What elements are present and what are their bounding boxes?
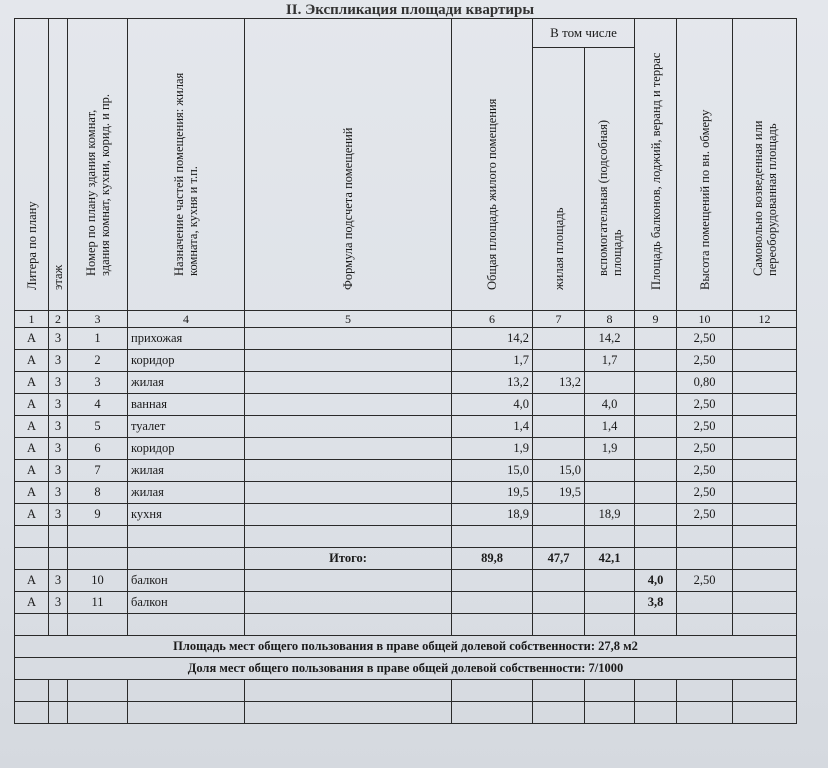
- cell-balcony: [635, 328, 677, 350]
- cell-height: 2,50: [677, 482, 733, 504]
- table-row: [15, 372, 797, 394]
- col-number: 10: [677, 311, 733, 328]
- cell-living: 15,0: [533, 460, 585, 482]
- header-including: В том числе: [533, 19, 635, 48]
- balcony-row: [15, 592, 797, 614]
- cell-floor: 3: [49, 328, 68, 350]
- cell-room-number: 10: [68, 570, 128, 592]
- cell-balcony: [635, 394, 677, 416]
- cell-litera: А: [15, 438, 49, 460]
- cell-total: 1,7: [452, 350, 533, 372]
- cell-formula: [245, 350, 452, 372]
- cell-total: 4,0: [452, 394, 533, 416]
- cell-litera: А: [15, 350, 49, 372]
- cell-height: 2,50: [677, 416, 733, 438]
- cell-floor: 3: [49, 460, 68, 482]
- cell-total: 1,4: [452, 416, 533, 438]
- empty-row: [15, 702, 797, 724]
- share-row: [15, 658, 797, 680]
- cell-purpose: кухня: [128, 504, 245, 526]
- cell-floor: 3: [49, 482, 68, 504]
- cell-total: 18,9: [452, 504, 533, 526]
- table-row: [15, 328, 797, 350]
- cell-living: [533, 328, 585, 350]
- cell-formula: [245, 372, 452, 394]
- table-row: [15, 504, 797, 526]
- header-aux-area: вспомогательная (подсобная) площадь: [585, 48, 635, 311]
- table-row: [15, 482, 797, 504]
- empty-row: [15, 614, 797, 636]
- cell-purpose: балкон: [128, 570, 245, 592]
- cell-room-number: 5: [68, 416, 128, 438]
- header-total-area: Общая площадь жилого помещения: [452, 19, 533, 311]
- cell-aux: 1,9: [585, 438, 635, 460]
- header-illegal-area: Самовольно возведенная или переоборудованная площадь: [733, 19, 797, 311]
- table-row: [15, 416, 797, 438]
- cell-illegal: [733, 328, 797, 350]
- balcony-row: [15, 570, 797, 592]
- cell-illegal: [733, 350, 797, 372]
- cell-living: [533, 438, 585, 460]
- cell-total: 14,2: [452, 328, 533, 350]
- header-balcony-area: Площадь балконов, лоджий, веранд и террас: [635, 19, 677, 311]
- cell-floor: 3: [49, 570, 68, 592]
- cell-illegal: [733, 416, 797, 438]
- cell-illegal: [733, 438, 797, 460]
- cell-aux: 14,2: [585, 328, 635, 350]
- cell-room-number: 7: [68, 460, 128, 482]
- cell-purpose: коридор: [128, 350, 245, 372]
- header-row-top: [15, 19, 797, 48]
- empty-row: [15, 680, 797, 702]
- col-number: 12: [733, 311, 797, 328]
- cell-room-number: 1: [68, 328, 128, 350]
- cell-formula: [245, 460, 452, 482]
- cell-formula: [245, 394, 452, 416]
- header-litera: Литера по плану: [15, 19, 49, 311]
- cell-living: 13,2: [533, 372, 585, 394]
- cell-room-number: 2: [68, 350, 128, 372]
- document-title: II. Экспликация площади квартиры: [285, 2, 535, 18]
- cell-balcony: [635, 482, 677, 504]
- col-number: 1: [15, 311, 49, 328]
- cell-litera: А: [15, 504, 49, 526]
- empty-row: [15, 526, 797, 548]
- cell-litera: А: [15, 592, 49, 614]
- common-area-row: [15, 636, 797, 658]
- cell-height: [677, 592, 733, 614]
- column-number-row: [15, 311, 797, 328]
- cell-room-number: 4: [68, 394, 128, 416]
- cell-formula: [245, 504, 452, 526]
- cell-formula: [245, 416, 452, 438]
- totals-total: 89,8: [452, 548, 533, 570]
- table-row: [15, 394, 797, 416]
- cell-height: 2,50: [677, 504, 733, 526]
- share-text: Доля мест общего пользования в праве общей долевой собственности: 7/1000: [15, 658, 797, 680]
- cell-height: 2,50: [677, 394, 733, 416]
- cell-purpose: жилая: [128, 482, 245, 504]
- col-number: 8: [585, 311, 635, 328]
- cell-litera: А: [15, 460, 49, 482]
- cell-height: 2,50: [677, 460, 733, 482]
- cell-formula: [245, 438, 452, 460]
- cell-living: [533, 350, 585, 372]
- totals-living: 47,7: [533, 548, 585, 570]
- cell-height: 2,50: [677, 570, 733, 592]
- cell-floor: 3: [49, 504, 68, 526]
- cell-living: 19,5: [533, 482, 585, 504]
- header-purpose: Назначение частей помещения: жилая комната, кухня и т.п.: [128, 19, 245, 311]
- cell-illegal: [733, 504, 797, 526]
- cell-purpose: прихожая: [128, 328, 245, 350]
- cell-total: 1,9: [452, 438, 533, 460]
- common-area-text: Площадь мест общего пользования в праве общей долевой собственности: 27,8 м2: [15, 636, 797, 658]
- cell-balcony: [635, 350, 677, 372]
- cell-aux: 4,0: [585, 394, 635, 416]
- cell-aux: 1,4: [585, 416, 635, 438]
- col-number: 2: [49, 311, 68, 328]
- table-row: [15, 350, 797, 372]
- totals-row: [15, 548, 797, 570]
- cell-total: 13,2: [452, 372, 533, 394]
- cell-litera: А: [15, 416, 49, 438]
- cell-living: [533, 504, 585, 526]
- cell-balcony: [635, 438, 677, 460]
- cell-purpose: ванная: [128, 394, 245, 416]
- table-row: [15, 438, 797, 460]
- header-height: Высота помещений по вн. обмеру: [677, 19, 733, 311]
- header-formula: Формула подсчета помещений: [245, 19, 452, 311]
- col-number: 3: [68, 311, 128, 328]
- col-number: 7: [533, 311, 585, 328]
- cell-room-number: 3: [68, 372, 128, 394]
- cell-balcony: [635, 504, 677, 526]
- cell-height: 2,50: [677, 438, 733, 460]
- cell-balcony: [635, 416, 677, 438]
- col-number: 9: [635, 311, 677, 328]
- cell-floor: 3: [49, 350, 68, 372]
- cell-illegal: [733, 394, 797, 416]
- cell-aux: [585, 460, 635, 482]
- cell-formula: [245, 328, 452, 350]
- cell-litera: А: [15, 570, 49, 592]
- header-living-area: жилая площадь: [533, 48, 585, 311]
- cell-living: [533, 416, 585, 438]
- totals-aux: 42,1: [585, 548, 635, 570]
- cell-purpose: балкон: [128, 592, 245, 614]
- cell-litera: А: [15, 328, 49, 350]
- cell-purpose: коридор: [128, 438, 245, 460]
- cell-purpose: жилая: [128, 460, 245, 482]
- cell-height: 2,50: [677, 328, 733, 350]
- col-number: 4: [128, 311, 245, 328]
- cell-height: 0,80: [677, 372, 733, 394]
- cell-floor: 3: [49, 394, 68, 416]
- cell-balcony: [635, 460, 677, 482]
- cell-balcony: 4,0: [635, 570, 677, 592]
- cell-room-number: 6: [68, 438, 128, 460]
- cell-total: 19,5: [452, 482, 533, 504]
- cell-aux: [585, 372, 635, 394]
- col-number: 5: [245, 311, 452, 328]
- cell-aux: 18,9: [585, 504, 635, 526]
- explication-table: [14, 18, 797, 724]
- cell-purpose: жилая: [128, 372, 245, 394]
- cell-room-number: 9: [68, 504, 128, 526]
- cell-litera: А: [15, 372, 49, 394]
- table-row: [15, 460, 797, 482]
- cell-floor: 3: [49, 592, 68, 614]
- cell-formula: [245, 482, 452, 504]
- cell-aux: 1,7: [585, 350, 635, 372]
- cell-illegal: [733, 460, 797, 482]
- col-number: 6: [452, 311, 533, 328]
- cell-balcony: 3,8: [635, 592, 677, 614]
- cell-living: [533, 394, 585, 416]
- cell-illegal: [733, 482, 797, 504]
- header-floor: этаж: [49, 19, 68, 311]
- cell-room-number: 11: [68, 592, 128, 614]
- cell-illegal: [733, 372, 797, 394]
- cell-height: 2,50: [677, 350, 733, 372]
- cell-balcony: [635, 372, 677, 394]
- cell-floor: 3: [49, 438, 68, 460]
- cell-litera: А: [15, 394, 49, 416]
- totals-label: Итого:: [245, 548, 452, 570]
- cell-purpose: туалет: [128, 416, 245, 438]
- header-room-number: Номер по плану здания комнат, здания комнат, кухни, корид. и пр.: [68, 19, 128, 311]
- cell-aux: [585, 482, 635, 504]
- cell-floor: 3: [49, 416, 68, 438]
- cell-floor: 3: [49, 372, 68, 394]
- cell-room-number: 8: [68, 482, 128, 504]
- cell-total: 15,0: [452, 460, 533, 482]
- cell-litera: А: [15, 482, 49, 504]
